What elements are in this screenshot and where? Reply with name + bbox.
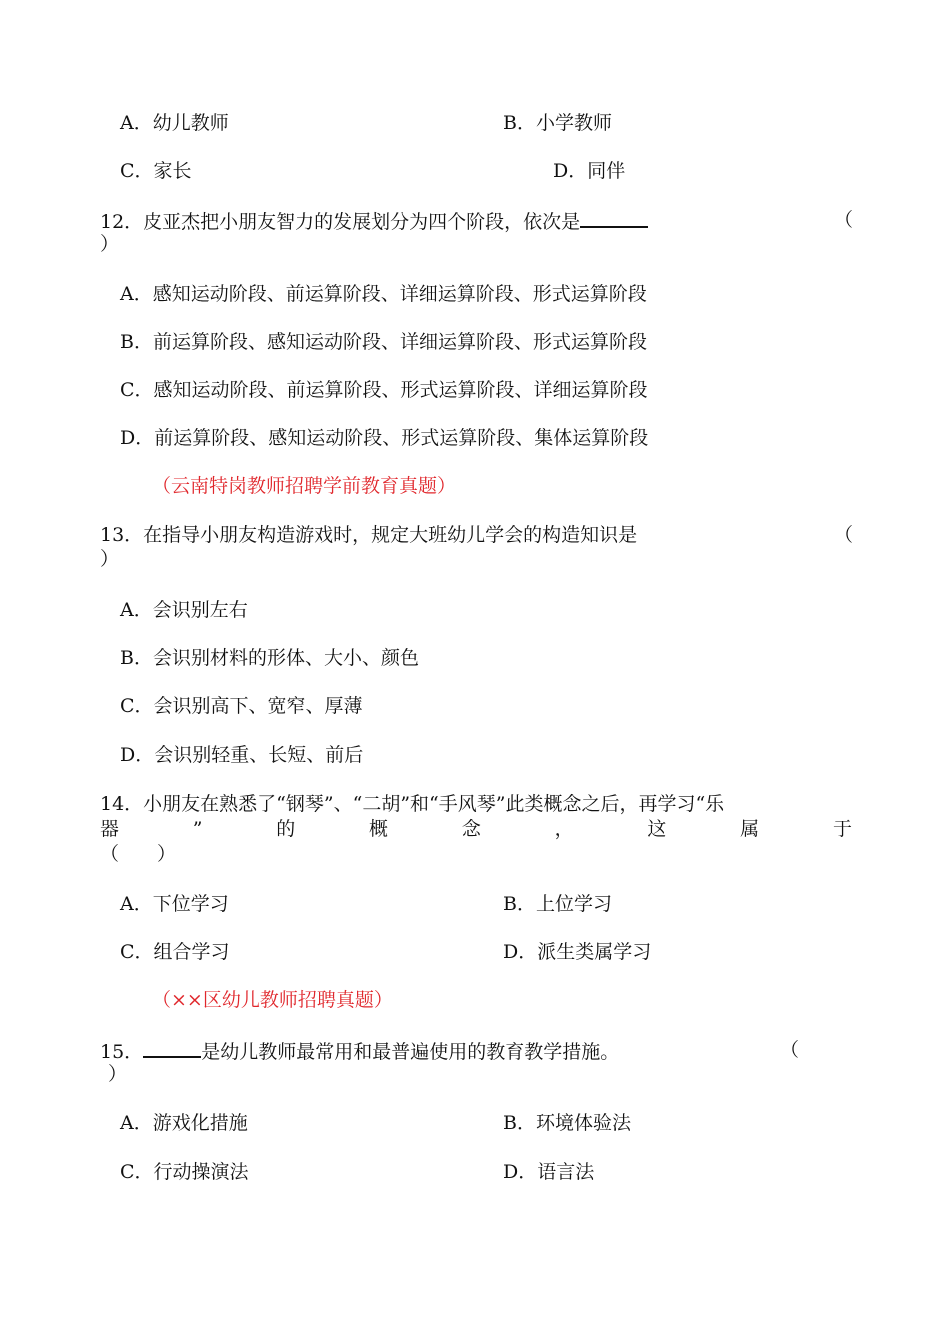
q14-word: ” xyxy=(192,818,203,840)
q14-paren: （ ） xyxy=(100,843,177,865)
q15-paren-open: （ xyxy=(780,1039,800,1061)
q12-option-a: A．感知运动阶段、前运算阶段、详细运算阶段、形式运算阶段 xyxy=(120,283,647,305)
q14-option-d: D．派生类属学习 xyxy=(503,941,652,963)
q13-paren-close: ） xyxy=(100,548,120,570)
q15-option-a: A．游戏化措施 xyxy=(120,1112,248,1134)
q14-word: 念 xyxy=(461,818,481,840)
q11-option-b: B．小学教师 xyxy=(503,112,612,134)
q13-option-a: A．会识别左右 xyxy=(120,599,248,621)
q12-answer-blank xyxy=(580,208,648,228)
q12-stem-text: 12．皮亚杰把小朋友智力的发展划分为四个阶段，依次是 xyxy=(100,211,581,233)
q14-word: 于 xyxy=(832,818,852,840)
q14-stem-line2 xyxy=(100,817,852,841)
q12-paren-close: ） xyxy=(100,233,120,255)
q13-option-b: B．会识别材料的形体、大小、颜色 xyxy=(120,647,419,669)
q14-option-c: C．组合学习 xyxy=(120,941,230,963)
q14-word: 的 xyxy=(276,818,296,840)
q14-option-b: B．上位学习 xyxy=(503,893,612,915)
q14-word: ， xyxy=(554,818,574,840)
q14-stem-line1: 14．小朋友在熟悉了“钢琴”、“二胡”和“手风琴”此类概念之后，再学习“乐 xyxy=(100,793,725,815)
source-note-district: （××区幼儿教师招聘真题） xyxy=(152,989,393,1011)
q15-paren-close: ） xyxy=(108,1063,128,1085)
q14-option-a: A．下位学习 xyxy=(120,893,229,915)
q15-option-d: D．语言法 xyxy=(503,1161,595,1183)
q12-stem xyxy=(100,208,648,234)
q15-option-c: C．行动操演法 xyxy=(120,1161,249,1183)
q13-option-d: D．会识别轻重、长短、前后 xyxy=(120,744,364,766)
q11-option-c: C．家长 xyxy=(120,160,192,182)
q12-option-b: B．前运算阶段、感知运动阶段、详细运算阶段、形式运算阶段 xyxy=(120,331,647,353)
q14-word: 器 xyxy=(100,818,120,840)
q13-stem: 13．在指导小朋友构造游戏时，规定大班幼儿学会的构造知识是 xyxy=(100,524,638,546)
q15-option-b: B．环境体验法 xyxy=(503,1112,631,1134)
q12-option-d: D．前运算阶段、感知运动阶段、形式运算阶段、集体运算阶段 xyxy=(120,427,649,449)
q14-word: 属 xyxy=(740,818,760,840)
q11-option-d: D．同伴 xyxy=(553,160,626,182)
q14-word: 这 xyxy=(647,818,667,840)
source-note-yunnan: （云南特岗教师招聘学前教育真题） xyxy=(152,475,457,497)
q11-option-a: A．幼儿教师 xyxy=(120,112,229,134)
q15-number: 15． xyxy=(100,1041,144,1063)
q12-paren-open: （ xyxy=(834,209,854,231)
q12-option-c: C．感知运动阶段、前运算阶段、形式运算阶段、详细运算阶段 xyxy=(120,379,648,401)
q13-paren-open: （ xyxy=(834,524,854,546)
q15-answer-blank xyxy=(143,1038,201,1058)
q13-option-c: C．会识别高下、宽窄、厚薄 xyxy=(120,695,363,717)
q14-word: 概 xyxy=(369,818,389,840)
q15-stem xyxy=(100,1038,619,1064)
q15-stem-text: 是幼儿教师最常用和最普遍使用的教育教学措施。 xyxy=(201,1041,620,1063)
